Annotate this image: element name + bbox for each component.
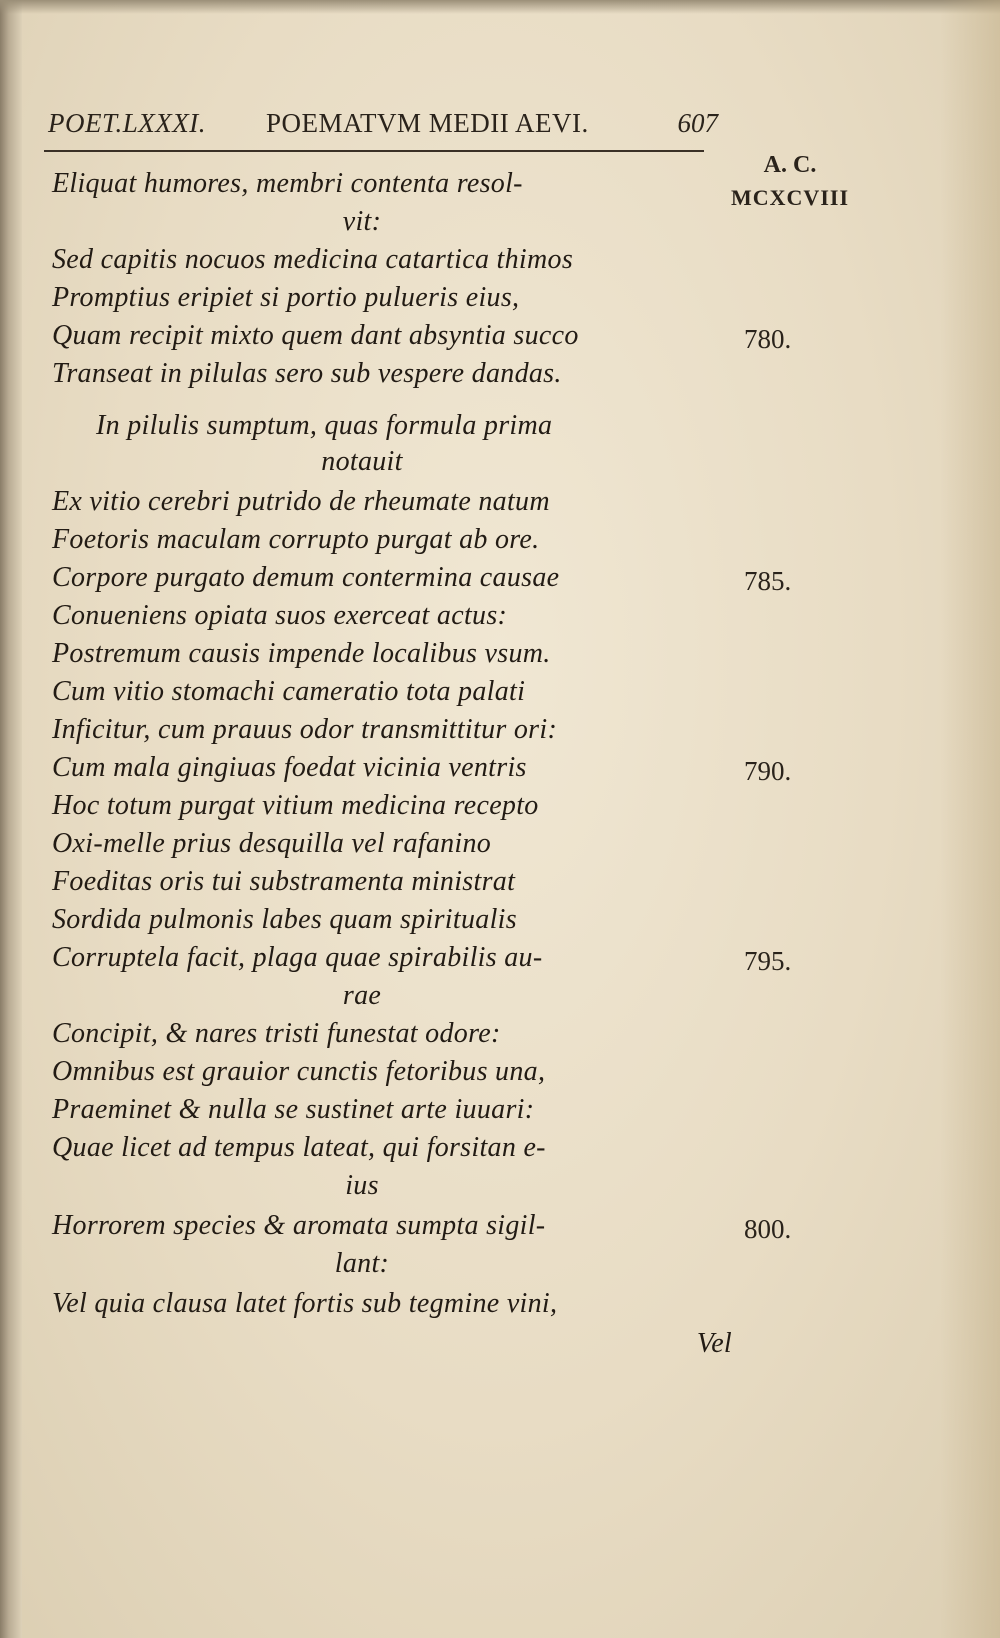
verse-number: 780. [744, 324, 792, 354]
verse-number: 785. [744, 566, 792, 596]
verse-line: Praeminet & nulla se sustinet arte iuuari: [52, 1094, 535, 1125]
verse-line: Inficitur, cum prauus odor transmittitur ori: [52, 714, 558, 745]
verse-number: 800. [744, 1214, 792, 1244]
running-head-poem-number: POET.LXXXI. [48, 108, 206, 138]
verse-line: Horrorem species & aromata sumpta sigil- [52, 1210, 546, 1241]
page-number: 607 [677, 108, 718, 138]
verse-line: Promptius eripiet si portio pulueris eius, [52, 282, 520, 313]
header-rule [44, 150, 704, 152]
verse-continuation: notauit [321, 446, 403, 477]
verse-line: Transeat in pilulas sero sub vespere dandas. [52, 358, 562, 389]
verse-number: 795. [744, 946, 792, 976]
verse-continuation: rae [342, 980, 382, 1011]
verse-line: Postremum causis impende localibus vsum. [52, 638, 551, 669]
page-edge-stain [940, 0, 1000, 1638]
running-head [48, 104, 718, 144]
verse-line: Corpore purgato demum contermina causae [52, 562, 560, 593]
verse-continuation: vit: [342, 206, 382, 237]
verse-line: Quae licet ad tempus lateat, qui forsitan e- [52, 1132, 546, 1163]
verse-line: Quam recipit mixto quem dant absyntia succo [52, 320, 579, 351]
verse-line: Vel quia clausa latet fortis sub tegmine vini, [52, 1288, 558, 1319]
top-edge-shadow [0, 0, 1000, 14]
verse-line: Sed capitis nocuos medicina catartica thimos [52, 244, 574, 275]
verse-line: Foetoris maculam corrupto purgat ab ore. [52, 524, 540, 555]
verse-line: Eliquat humores, membri contenta resol- [52, 168, 523, 199]
verse-continuation: ius [345, 1170, 379, 1201]
verse-line: Ex vitio cerebri putrido de rheumate natum [52, 486, 550, 517]
verse-line: Corruptela facit, plaga quae spirabilis au- [52, 942, 543, 973]
verse-line: Cum mala gingiuas foedat vicinia ventris [52, 752, 527, 783]
verse-line: Foeditas oris tui substramenta ministrat [52, 866, 516, 897]
running-head-title: POEMATVM MEDII AEVI. [266, 108, 589, 138]
verse-line: In pilulis sumptum, quas formula prima [96, 410, 553, 441]
verse-continuation: lant: [334, 1248, 390, 1279]
year-era-label: A. C. [763, 152, 817, 178]
catchword: Vel [696, 1328, 732, 1359]
verse-line: Sordida pulmonis labes quam spiritualis [52, 904, 517, 935]
verse-line: Oxi-melle prius desquilla vel rafanino [52, 828, 492, 859]
year-value: MCXCVIII [731, 185, 849, 210]
year-margin-note [720, 152, 860, 211]
verse-line: Concipit, & nares tristi funestat odore: [52, 1018, 501, 1049]
binding-shadow [0, 0, 22, 1638]
verse-number: 790. [744, 756, 792, 786]
verse-line: Omnibus est grauior cunctis fetoribus una, [52, 1056, 546, 1087]
verse-line: Cum vitio stomachi cameratio tota palati [52, 676, 526, 707]
verse-line: Conueniens opiata suos exerceat actus: [52, 600, 508, 631]
verse-line: Hoc totum purgat vitium medicina recepto [52, 790, 539, 821]
